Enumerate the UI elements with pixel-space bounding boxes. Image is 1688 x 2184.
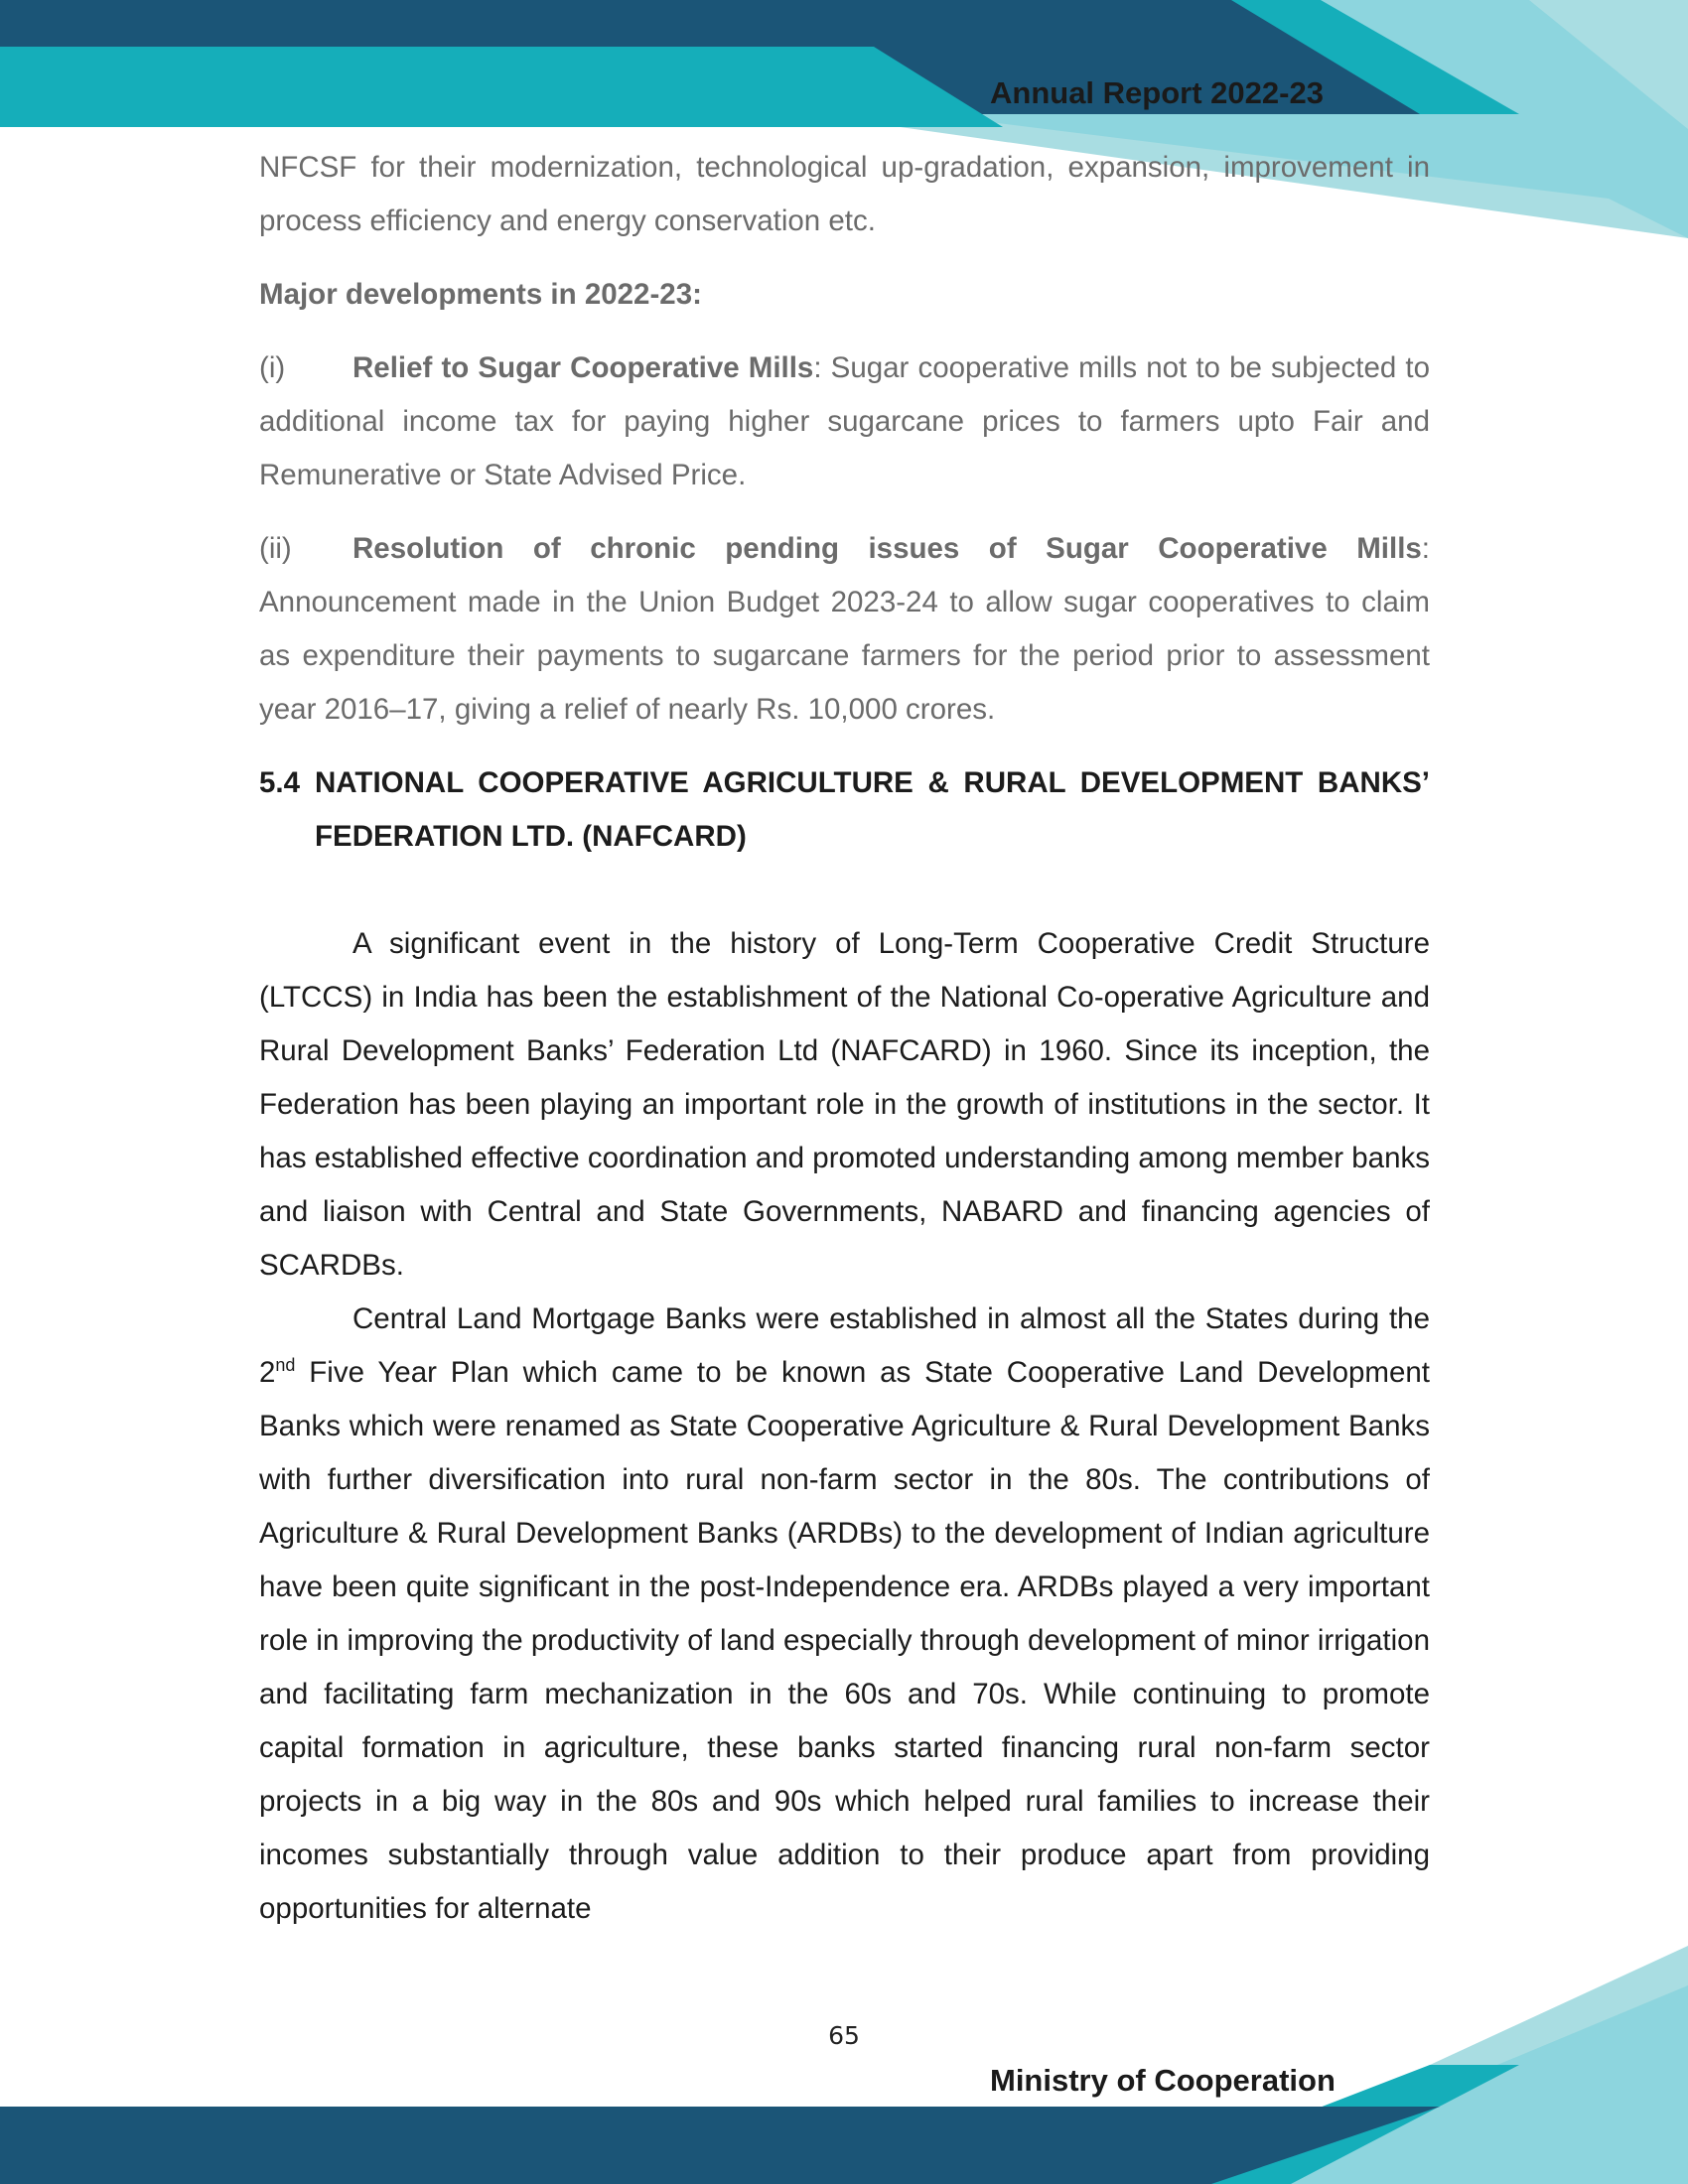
item-title: Relief to Sugar Cooperative Mills [352,351,814,384]
nafcard-paragraph-1: A significant event in the history of Long-Term Cooperative Credit Structure (LTCCS) in India has been the establishment of the National Co-operative Agriculture and Rural Development Banks’ Federation Ltd (NAFCARD) in 1960. Since its inception, the Federation has been playing an important role in the growth of institutions in the sector. It has established effective coordination and promoted understanding among member banks and liaison with Central and State Governments, NABARD and financing agencies of SCARDBs. [259,927,1430,1282]
major-developments-heading: Major developments in 2022-23: [259,278,702,311]
item-number: (i) [259,351,286,384]
ministry-name: Ministry of Cooperation [990,2063,1336,2098]
paragraph-text: Central Land Mortgage Banks were established in almost all the States during the 2 [259,1302,1430,1389]
ordinal-suffix: nd [275,1355,296,1376]
item-number: (ii) [259,532,292,565]
section-heading [259,756,1430,864]
intro-paragraph: NFCSF for their modernization, technological up-gradation, expansion, improvement in process efficiency and energy conservation etc. [259,151,1430,237]
page-number: 65 [828,2021,860,2050]
development-item-2 [259,522,1430,737]
item-title: Resolution of chronic pending issues of Sugar Cooperative Mills [352,532,1422,565]
item-text: : Announcement made in the Union Budget 2023-24 to allow sugar cooperatives to claim as expenditure their payments to sugarcane farmers for the period prior to assessment year 2016–17, giving a relief of nearly Rs. 10,000 crores. [259,532,1430,726]
development-item-1 [259,341,1430,502]
page-content [259,141,1430,1936]
report-title: Annual Report 2022-23 [990,75,1324,110]
item-text: : Sugar cooperative mills not to be subjected to additional income tax for paying higher sugarcane prices to farmers upto Fair and Remunerative or State Advised Price. [259,351,1431,491]
footer-banner-graphic [0,1946,1688,2184]
nafcard-paragraph-2 [259,1293,1430,1936]
section-title: NATIONAL COOPERATIVE AGRICULTURE & RURAL DEVELOPMENT BANKS’ FEDERATION LTD. (NAFCARD) [315,766,1430,853]
section-number: 5.4 [259,766,301,799]
paragraph-text: Five Year Plan which came to be known as State Cooperative Land Development Banks which were renamed as State Cooperative Agriculture & Rural Development Banks with further diversification into rural non-farm sector in the 80s. The contributions of Agriculture & Rural Development Banks (ARDBs) to the development of Indian agriculture have been quite significant in the post-Independence era. ARDBs played a very important role in improving the productivity of land especially through development of minor irrigation and facilitating farm mechanization in the 60s and 70s. While continuing to promote capital formation in agriculture, these banks started financing rural non-farm sector projects in a big way in the 80s and 90s which helped rural families to increase their incomes substantially through value addition to their produce apart from providing opportunities for alternate [259,1356,1430,1925]
